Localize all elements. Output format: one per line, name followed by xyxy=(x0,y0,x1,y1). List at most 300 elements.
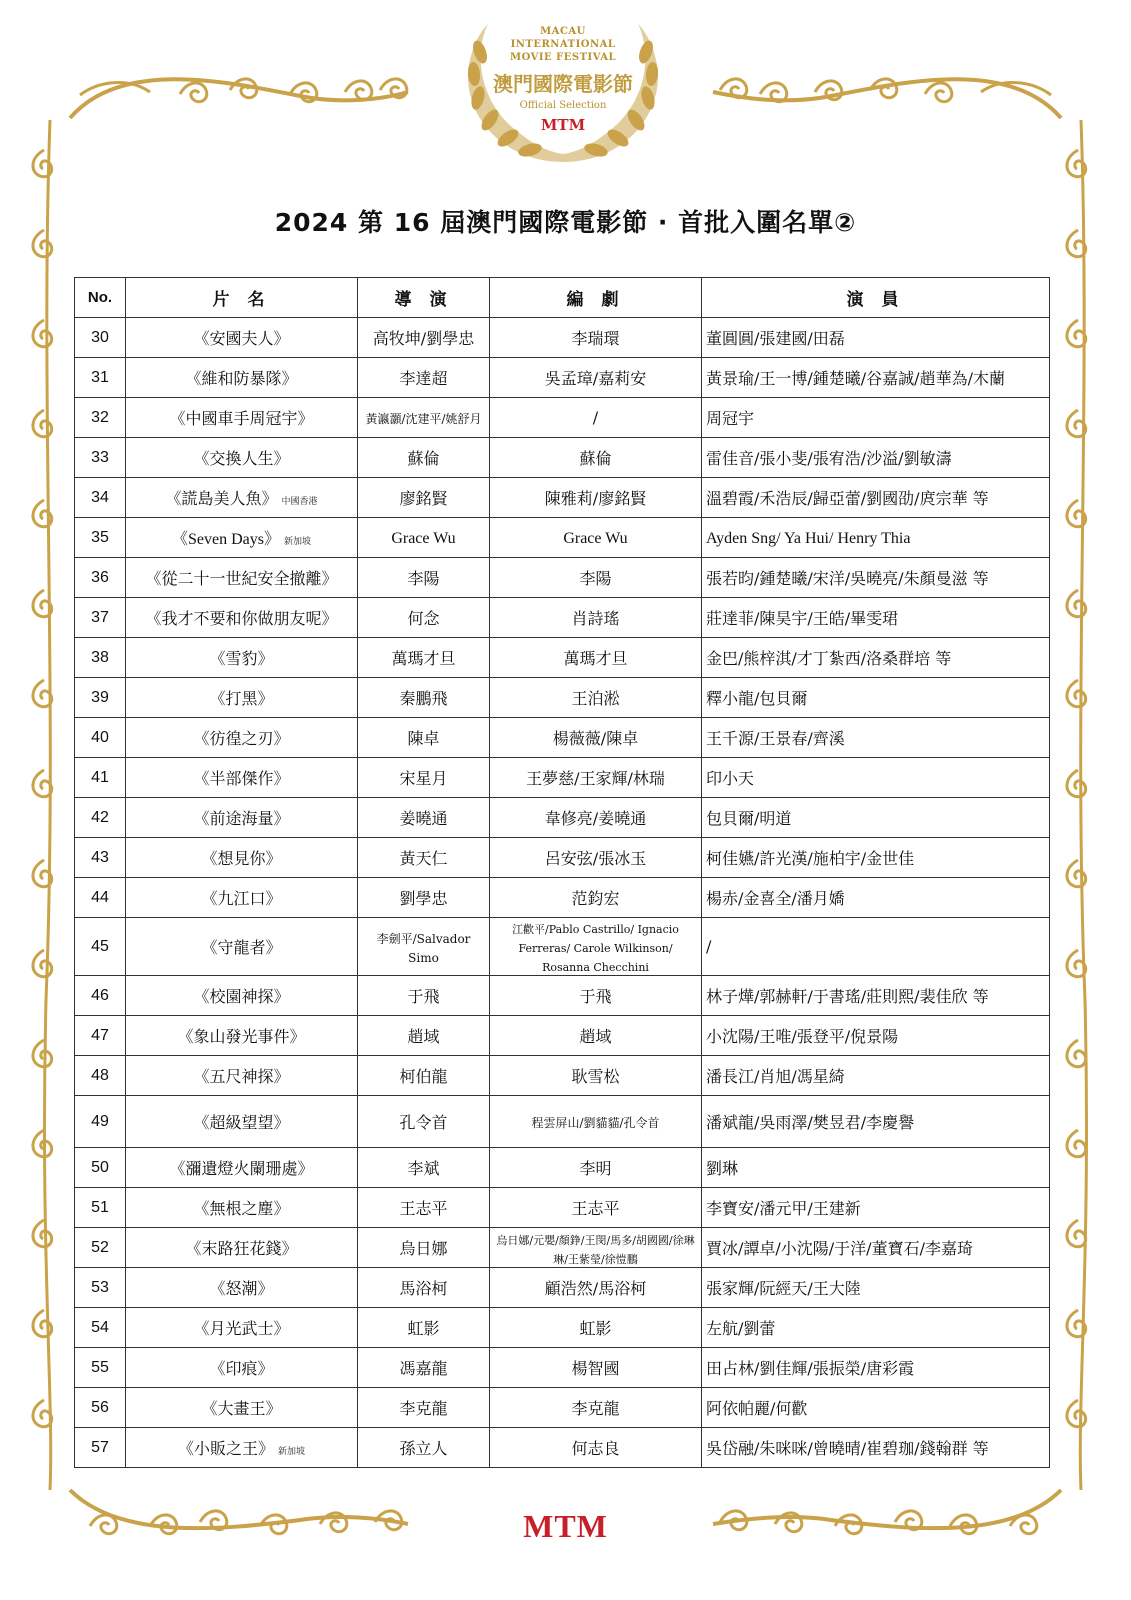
row-number xyxy=(75,1188,126,1228)
table-row xyxy=(75,398,1050,438)
row-number xyxy=(75,558,126,598)
film-writer-text: 蘇倫 xyxy=(579,449,612,468)
film-title xyxy=(126,878,358,918)
film-writer xyxy=(490,878,702,918)
table-row xyxy=(75,1428,1050,1468)
festival-emblem xyxy=(448,12,678,172)
film-director-text: 宋星月 xyxy=(399,769,448,788)
film-cast-text: 釋小龍/包貝爾 xyxy=(706,689,808,708)
film-title xyxy=(126,838,358,878)
row-number-text: 47 xyxy=(91,1026,109,1044)
row-number-text: 45 xyxy=(91,937,109,955)
film-cast xyxy=(702,878,1050,918)
film-title-text: 《五尺神探》 xyxy=(193,1067,290,1086)
film-cast xyxy=(702,798,1050,838)
row-number xyxy=(75,638,126,678)
film-title-text: 《印痕》 xyxy=(209,1359,274,1378)
film-cast xyxy=(702,1188,1050,1228)
film-writer xyxy=(490,918,702,976)
row-number xyxy=(75,598,126,638)
film-cast xyxy=(702,976,1050,1016)
film-director-text: 姜曉通 xyxy=(399,809,448,828)
film-director xyxy=(358,1096,490,1148)
film-director xyxy=(358,678,490,718)
film-cast xyxy=(702,598,1050,638)
film-cast xyxy=(702,718,1050,758)
row-number-text: 49 xyxy=(91,1112,109,1130)
table-row xyxy=(75,1096,1050,1148)
film-director-text: 虹影 xyxy=(407,1319,440,1338)
row-number-text: 37 xyxy=(91,608,109,626)
film-title xyxy=(126,1188,358,1228)
row-number xyxy=(75,358,126,398)
film-title xyxy=(126,1348,358,1388)
film-title-text: 《校園神探》 xyxy=(193,987,290,1006)
film-cast xyxy=(702,398,1050,438)
film-cast xyxy=(702,1016,1050,1056)
film-title xyxy=(126,1428,358,1468)
selection-table xyxy=(74,277,1050,1468)
film-writer xyxy=(490,638,702,678)
film-director-text: 蘇倫 xyxy=(407,449,440,468)
table-row xyxy=(75,1308,1050,1348)
film-title-text: 《謊島美人魚》 xyxy=(165,489,278,508)
row-number-text: 48 xyxy=(91,1066,109,1084)
film-title xyxy=(126,638,358,678)
row-number xyxy=(75,1308,126,1348)
row-number xyxy=(75,918,126,976)
film-cast xyxy=(702,318,1050,358)
table-row xyxy=(75,318,1050,358)
film-director-text: 何念 xyxy=(407,609,440,628)
film-writer xyxy=(490,1056,702,1096)
row-number xyxy=(75,1428,126,1468)
document-title: 2024 第 16 屆澳門國際電影節 · 首批入圍名單② xyxy=(274,208,857,237)
film-director xyxy=(358,318,490,358)
film-director-text: 高牧坤/劉學忠 xyxy=(372,329,475,348)
row-number xyxy=(75,478,126,518)
film-director-text: 柯伯龍 xyxy=(399,1067,448,1086)
film-cast-text: / xyxy=(706,937,712,956)
film-writer xyxy=(490,838,702,878)
film-cast xyxy=(702,1428,1050,1468)
table-row xyxy=(75,1348,1050,1388)
film-cast xyxy=(702,1148,1050,1188)
emblem-line-macau: MACAU xyxy=(540,26,586,37)
row-number-text: 35 xyxy=(91,528,109,546)
film-writer-text: 楊智國 xyxy=(571,1359,620,1378)
film-director xyxy=(358,1428,490,1468)
row-number-text: 57 xyxy=(91,1438,109,1456)
row-number-text: 43 xyxy=(91,848,109,866)
row-number xyxy=(75,1268,126,1308)
film-cast-text: Ayden Sng/ Ya Hui/ Henry Thia xyxy=(706,529,911,547)
table-row xyxy=(75,918,1050,976)
film-cast-text: 田占林/劉佳輝/張振榮/唐彩霞 xyxy=(706,1359,915,1378)
film-director xyxy=(358,1148,490,1188)
row-number xyxy=(75,1148,126,1188)
film-director-text: 孔令首 xyxy=(399,1113,448,1132)
row-number xyxy=(75,1388,126,1428)
film-director xyxy=(358,518,490,558)
row-number xyxy=(75,1228,126,1268)
header-director: 導 演 xyxy=(358,278,490,318)
table-row xyxy=(75,598,1050,638)
row-number-text: 51 xyxy=(91,1198,109,1216)
film-director-text: 于飛 xyxy=(407,987,440,1006)
film-cast xyxy=(702,1056,1050,1096)
row-number-text: 52 xyxy=(91,1238,109,1256)
film-writer xyxy=(490,1428,702,1468)
table-row xyxy=(75,638,1050,678)
row-number xyxy=(75,798,126,838)
row-number-text: 36 xyxy=(91,568,109,586)
film-cast-text: 雷佳音/張小斐/張宥浩/沙溢/劉敏濤 xyxy=(706,449,952,468)
film-writer xyxy=(490,398,702,438)
film-cast-text: 小沈陽/王唯/張登平/倪景陽 xyxy=(706,1027,899,1046)
film-title-text: 《從二十一世紀安全撤離》 xyxy=(145,569,338,588)
row-number xyxy=(75,678,126,718)
film-title xyxy=(126,718,358,758)
film-writer-text: 何志良 xyxy=(571,1439,620,1458)
film-writer xyxy=(490,1148,702,1188)
film-cast xyxy=(702,758,1050,798)
film-cast xyxy=(702,438,1050,478)
film-cast-text: 周冠宇 xyxy=(706,409,755,428)
film-writer-text: 肖詩瑤 xyxy=(571,609,620,628)
film-cast xyxy=(702,638,1050,678)
film-writer-text: 李明 xyxy=(579,1159,612,1178)
film-title-text: 《我才不要和你做朋友呢》 xyxy=(145,609,338,628)
film-writer-text: 李克龍 xyxy=(571,1399,620,1418)
film-writer xyxy=(490,1268,702,1308)
film-cast-text: 劉琳 xyxy=(706,1159,739,1178)
film-writer xyxy=(490,1388,702,1428)
film-writer-text: 楊薇薇/陳卓 xyxy=(552,729,639,748)
table-row xyxy=(75,878,1050,918)
film-cast xyxy=(702,358,1050,398)
film-writer xyxy=(490,798,702,838)
film-director-text: 黃天仁 xyxy=(399,849,448,868)
film-writer-text: 呂安弦/張冰玉 xyxy=(544,849,647,868)
film-cast-text: 潘斌龍/吳雨澤/樊昱君/李慶譽 xyxy=(706,1113,915,1132)
film-title-text: 《無根之塵》 xyxy=(193,1199,290,1218)
film-title xyxy=(126,1308,358,1348)
row-number-text: 38 xyxy=(91,648,109,666)
film-writer-text: / xyxy=(592,408,599,427)
film-title-text: 《月光武士》 xyxy=(193,1319,290,1338)
film-writer-text: 于飛 xyxy=(579,987,612,1006)
film-cast-text: 張家輝/阮經天/王大陸 xyxy=(706,1279,861,1298)
row-number xyxy=(75,718,126,758)
film-title xyxy=(126,1096,358,1148)
film-director-text: 李斌 xyxy=(407,1159,440,1178)
film-cast-text: 包貝爾/明道 xyxy=(706,809,792,828)
film-title xyxy=(126,1228,358,1268)
film-title xyxy=(126,1016,358,1056)
row-number xyxy=(75,1056,126,1096)
film-title-text: 《中國車手周冠宇》 xyxy=(169,409,314,428)
film-writer xyxy=(490,598,702,638)
footer-brand-logo: MTM xyxy=(523,1508,608,1544)
film-director xyxy=(358,1308,490,1348)
film-title xyxy=(126,318,358,358)
table-row xyxy=(75,478,1050,518)
film-director-text: 黃瀛灝/沈建平/姚舒月 xyxy=(365,412,482,426)
film-title xyxy=(126,1388,358,1428)
film-director-text: Grace Wu xyxy=(391,529,456,547)
table-row xyxy=(75,1056,1050,1096)
film-title-text: 《超級望望》 xyxy=(193,1113,290,1132)
table-row xyxy=(75,438,1050,478)
film-director xyxy=(358,598,490,638)
emblem-chinese-name: 澳門國際電影節 xyxy=(493,72,633,96)
film-writer xyxy=(490,718,702,758)
row-number-text: 31 xyxy=(91,368,109,386)
film-title-text: 《半部傑作》 xyxy=(193,769,290,788)
film-cast-text: 林子燁/郭赫軒/于書瑤/莊則熙/裴佳欣 等 xyxy=(706,987,989,1006)
film-title-text: 《象山發光事件》 xyxy=(177,1027,306,1046)
film-title xyxy=(126,438,358,478)
film-title-text: 《雪豹》 xyxy=(209,649,274,668)
film-director xyxy=(358,1268,490,1308)
header-no: No. xyxy=(75,278,126,318)
film-director xyxy=(358,358,490,398)
film-cast xyxy=(702,1388,1050,1428)
film-cast-text: 左航/劉蕾 xyxy=(706,1319,776,1338)
row-number-text: 53 xyxy=(91,1278,109,1296)
film-cast-text: 金巴/熊梓淇/才丁紮西/洛桑群培 等 xyxy=(706,649,952,668)
film-title xyxy=(126,598,358,638)
film-writer xyxy=(490,318,702,358)
film-cast xyxy=(702,918,1050,976)
table-body xyxy=(75,318,1050,1468)
film-director xyxy=(358,638,490,678)
film-writer-text: 范鈞宏 xyxy=(571,889,620,908)
film-title xyxy=(126,976,358,1016)
table-row xyxy=(75,358,1050,398)
film-title xyxy=(126,398,358,438)
film-director-text: 廖銘賢 xyxy=(399,489,448,508)
table-row xyxy=(75,518,1050,558)
film-writer-text: 李瑞環 xyxy=(571,329,620,348)
film-writer xyxy=(490,1188,702,1228)
film-director-text: 馮嘉龍 xyxy=(399,1359,448,1378)
film-title-text: 《安國夫人》 xyxy=(193,329,290,348)
film-director xyxy=(358,1016,490,1056)
film-writer xyxy=(490,558,702,598)
table-row xyxy=(75,1388,1050,1428)
film-director-text: 烏日娜 xyxy=(399,1239,448,1258)
row-number xyxy=(75,1096,126,1148)
film-writer xyxy=(490,976,702,1016)
film-region-note: 中國香港 xyxy=(281,497,318,507)
row-number xyxy=(75,518,126,558)
film-title xyxy=(126,358,358,398)
film-title-text: 《九江口》 xyxy=(201,889,282,908)
film-director-text: 孫立人 xyxy=(399,1439,448,1458)
film-director-text: 李達超 xyxy=(399,369,448,388)
film-writer xyxy=(490,1016,702,1056)
emblem-line-movie-festival: MOVIE FESTIVAL xyxy=(510,52,616,63)
film-director xyxy=(358,1348,490,1388)
header-writer: 編 劇 xyxy=(490,278,702,318)
film-director xyxy=(358,1228,490,1268)
film-writer-text: 顧浩然/馬浴柯 xyxy=(544,1279,647,1298)
film-cast-text: 柯佳嬿/許光漢/施柏宇/金世佳 xyxy=(706,849,915,868)
film-writer-text: 王泊淞 xyxy=(571,689,620,708)
film-director-text: 趙域 xyxy=(407,1027,440,1046)
row-number xyxy=(75,758,126,798)
film-director-text: 陳卓 xyxy=(407,729,440,748)
film-writer-text: 萬瑪才旦 xyxy=(563,649,628,668)
film-writer-text: 韋修亮/姜曉通 xyxy=(544,809,647,828)
film-director xyxy=(358,878,490,918)
film-director xyxy=(358,478,490,518)
film-cast xyxy=(702,1308,1050,1348)
row-number xyxy=(75,438,126,478)
row-number xyxy=(75,976,126,1016)
film-director xyxy=(358,398,490,438)
film-title xyxy=(126,558,358,598)
film-title xyxy=(126,518,358,558)
film-title-text: 《瀰遺燈火闌珊處》 xyxy=(169,1159,314,1178)
film-title xyxy=(126,758,358,798)
row-number-text: 46 xyxy=(91,986,109,1004)
table-row xyxy=(75,1228,1050,1268)
film-writer xyxy=(490,1348,702,1388)
film-director xyxy=(358,918,490,976)
table-row xyxy=(75,1188,1050,1228)
film-cast xyxy=(702,558,1050,598)
film-title-text: 《Seven Days》 xyxy=(171,531,280,548)
film-title-text: 《小販之王》 xyxy=(177,1439,274,1458)
film-writer-text: 耿雪松 xyxy=(571,1067,620,1086)
film-cast-text: 董圓圓/張建國/田磊 xyxy=(706,329,845,348)
film-title-text: 《末路狂花錢》 xyxy=(185,1239,298,1258)
film-title xyxy=(126,1268,358,1308)
film-director xyxy=(358,798,490,838)
film-director-text: 李劍平/Salvador Simo xyxy=(376,931,471,965)
film-director xyxy=(358,438,490,478)
header-title: 片 名 xyxy=(126,278,358,318)
film-cast-text: 賈冰/譚卓/小沈陽/于洋/董寶石/李嘉琦 xyxy=(706,1239,973,1258)
film-writer xyxy=(490,1228,702,1268)
table-row xyxy=(75,1148,1050,1188)
film-director-text: 萬瑪才旦 xyxy=(391,649,456,668)
film-director xyxy=(358,1188,490,1228)
film-cast xyxy=(702,1268,1050,1308)
table-header-row xyxy=(75,278,1050,318)
film-writer-text: 陳雅莉/廖銘賢 xyxy=(544,489,647,508)
film-cast xyxy=(702,518,1050,558)
film-title-text: 《維和防暴隊》 xyxy=(185,369,298,388)
table-row xyxy=(75,558,1050,598)
row-number-text: 39 xyxy=(91,688,109,706)
table-row xyxy=(75,838,1050,878)
row-number-text: 33 xyxy=(91,448,109,466)
table-row xyxy=(75,1016,1050,1056)
film-writer-text: 烏日娜/元嬰/顏錚/王閔/馬多/胡國國/徐琳琳/王紫瑩/徐愷鵬 xyxy=(496,1233,695,1266)
film-cast xyxy=(702,1228,1050,1268)
film-cast xyxy=(702,1096,1050,1148)
film-title xyxy=(126,918,358,976)
emblem-brand: MTM xyxy=(540,116,586,134)
row-number xyxy=(75,398,126,438)
row-number-text: 40 xyxy=(91,728,109,746)
film-writer xyxy=(490,1096,702,1148)
table-row xyxy=(75,798,1050,838)
film-director xyxy=(358,718,490,758)
film-director xyxy=(358,758,490,798)
film-writer-text: 李陽 xyxy=(579,569,612,588)
film-writer-text: 吳孟璋/嘉莉安 xyxy=(544,369,647,388)
film-cast xyxy=(702,1348,1050,1388)
film-cast-text: 潘長江/肖旭/馮星綺 xyxy=(706,1067,845,1086)
table-row xyxy=(75,758,1050,798)
film-writer-text: 王志平 xyxy=(571,1199,620,1218)
row-number-text: 41 xyxy=(91,768,109,786)
row-number-text: 42 xyxy=(91,808,109,826)
emblem-line-international: INTERNATIONAL xyxy=(510,39,616,50)
film-title xyxy=(126,1056,358,1096)
film-title xyxy=(126,798,358,838)
film-title-text: 《交換人生》 xyxy=(193,449,290,468)
film-title-text: 《想見你》 xyxy=(201,849,282,868)
row-number xyxy=(75,838,126,878)
film-writer xyxy=(490,678,702,718)
film-writer-text: 趙域 xyxy=(579,1027,612,1046)
film-region-note: 新加坡 xyxy=(278,1447,306,1457)
film-cast-text: 李寶安/潘元甲/王建新 xyxy=(706,1199,861,1218)
film-writer-text: 程雲屏山/劉貓貓/孔令首 xyxy=(531,1116,660,1130)
row-number xyxy=(75,1016,126,1056)
table-row xyxy=(75,718,1050,758)
row-number xyxy=(75,318,126,358)
film-director xyxy=(358,1388,490,1428)
film-writer xyxy=(490,438,702,478)
row-number-text: 56 xyxy=(91,1398,109,1416)
film-title-text: 《前途海量》 xyxy=(193,809,290,828)
film-director xyxy=(358,976,490,1016)
film-region-note: 新加坡 xyxy=(283,537,311,547)
film-director-text: 馬浴柯 xyxy=(399,1279,448,1298)
film-cast-text: 楊赤/金喜全/潘月嬌 xyxy=(706,889,845,908)
film-cast-text: 張若昀/鍾楚曦/宋洋/吳曉亮/朱顏曼滋 等 xyxy=(706,569,989,588)
row-number-text: 44 xyxy=(91,888,109,906)
film-title xyxy=(126,478,358,518)
emblem-official-selection: Official Selection xyxy=(519,100,607,111)
film-writer xyxy=(490,358,702,398)
film-title-text: 《打黑》 xyxy=(209,689,274,708)
film-writer xyxy=(490,478,702,518)
film-writer-text: 江歡平/Pablo Castrillo/ Ignacio Ferreras/ Carole Wilkinson/ Rosanna Checchini xyxy=(512,923,679,974)
film-cast-text: 印小天 xyxy=(706,769,755,788)
film-director xyxy=(358,838,490,878)
film-cast-text: 溫碧霞/禾浩辰/歸亞蕾/劉國劭/庹宗華 等 xyxy=(706,489,989,508)
row-number-text: 55 xyxy=(91,1358,109,1376)
film-director-text: 王志平 xyxy=(399,1199,448,1218)
film-director-text: 李陽 xyxy=(407,569,440,588)
row-number-text: 32 xyxy=(91,408,109,426)
row-number-text: 54 xyxy=(91,1318,109,1336)
table-row xyxy=(75,976,1050,1016)
film-cast xyxy=(702,838,1050,878)
film-title-text: 《彷徨之刃》 xyxy=(193,729,290,748)
film-title-text: 《守龍者》 xyxy=(201,938,282,957)
film-title xyxy=(126,678,358,718)
film-director-text: 劉學忠 xyxy=(399,889,448,908)
